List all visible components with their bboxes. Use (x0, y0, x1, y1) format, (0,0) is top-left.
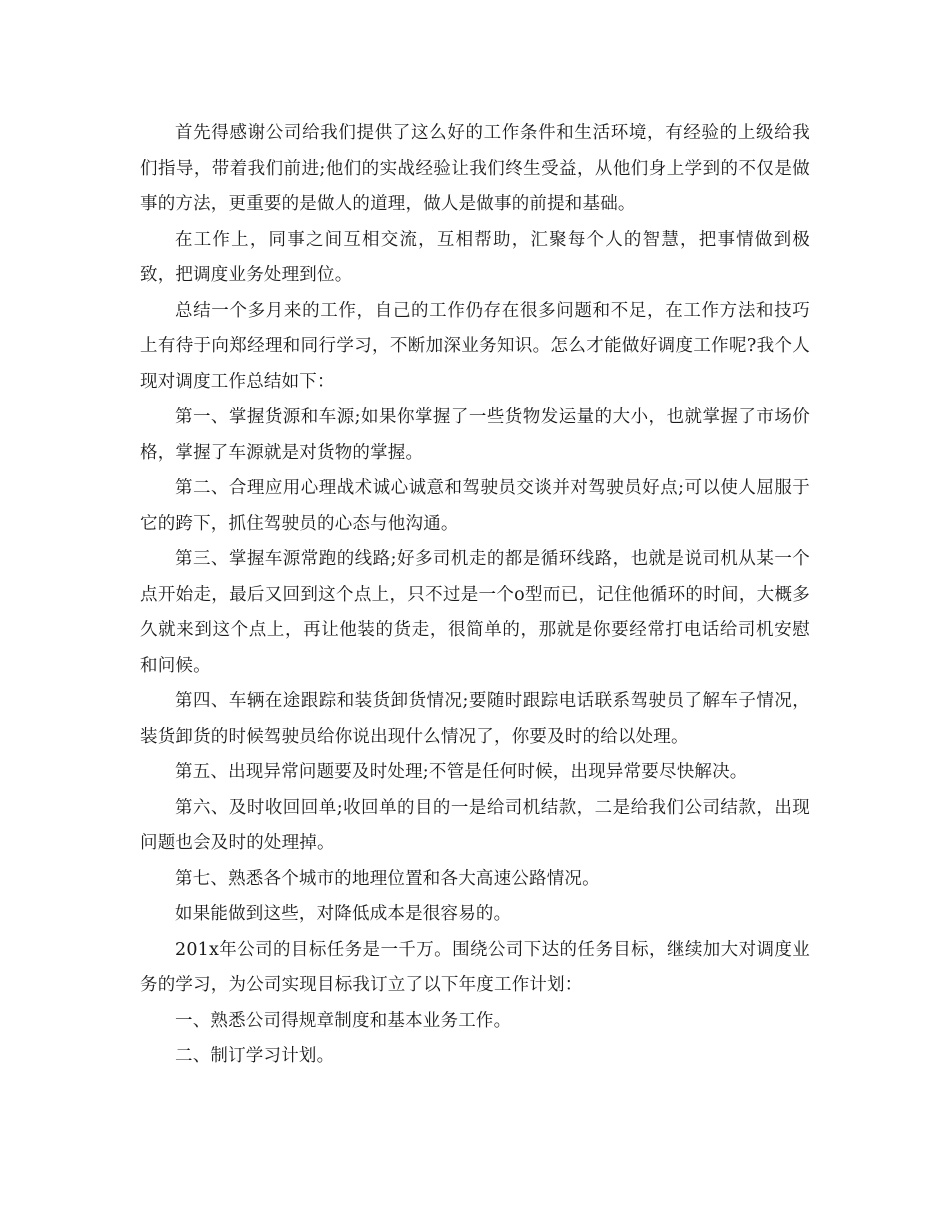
paragraph-point-6: 第六、及时收回回单;收回单的目的一是给司机结款，二是给我们公司结款，出现问题也会及时的处理掉。 (140, 797, 810, 853)
paragraph-point-1: 第一、掌握货源和车源;如果你掌握了一些货物发运量的大小，也就掌握了市场价格，掌握了车源就是对货物的掌握。 (140, 407, 810, 463)
paragraph-point-7: 第七、熟悉各个城市的地理位置和各大高速公路情况。 (175, 868, 600, 889)
paragraph-conclusion: 如果能做到这些，对降低成本是很容易的。 (175, 904, 512, 924)
paragraph-point-2: 第二、合理应用心理战术诚心诚意和驾驶员交谈并对驾驶员好点;可以使人屈服于它的跨下，抓住驾驶员的心态与他沟通。 (140, 478, 810, 534)
paragraph-teamwork: 在工作上，同事之间互相交流，互相帮助，汇聚每个人的智慧，把事情做到极致，把调度业务处理到位。 (140, 229, 810, 285)
paragraph-plan-1: 一、熟悉公司得规章制度和基本业务工作。 (175, 1010, 512, 1031)
document-body (140, 116, 810, 1075)
paragraph-summary-intro: 总结一个多月来的工作，自己的工作仍存在很多问题和不足，在工作方法和技巧上有待于向郑经理和同行学习，不断加深业务知识。怎么才能做好调度工作呢?我个人现对调度工作总结如下： (140, 300, 810, 392)
paragraph-point-4: 第四、车辆在途跟踪和装货卸货情况;要随时跟踪电话联系驾驶员了解车子情况，装货卸货的时候驾驶员给你说出现什么情况了，你要及时的给以处理。 (140, 691, 810, 747)
paragraph-thanks: 首先得感谢公司给我们提供了这么好的工作条件和生活环境，有经验的上级给我们指导，带着我们前进;他们的实战经验让我们终生受益，从他们身上学到的不仅是做事的方法，更重要的是做人的道理，做人是做事的前提和基础。 (140, 123, 810, 214)
paragraph-point-5: 第五、出现异常问题要及时处理;不管是任何时候，出现异常要尽快解决。 (175, 762, 748, 782)
paragraph-point-3: 第三、掌握车源常跑的线路;好多司机走的都是循环线路，也就是说司机从某一个点开始走，最后又回到这个点上，只不过是一个o型而已，记住他循环的时间，大概多久就来到这个点上，再让他装的货走，很简单的，那就是你要经常打电话给司机安慰和问候。 (140, 549, 810, 676)
paragraph-annual-target: 201x年公司的目标任务是一千万。围绕公司下达的任务目标，继续加大对调度业务的学习，为公司实现目标我订立了以下年度工作计划： (140, 939, 810, 995)
paragraph-plan-2: 二、制订学习计划。 (175, 1046, 335, 1066)
